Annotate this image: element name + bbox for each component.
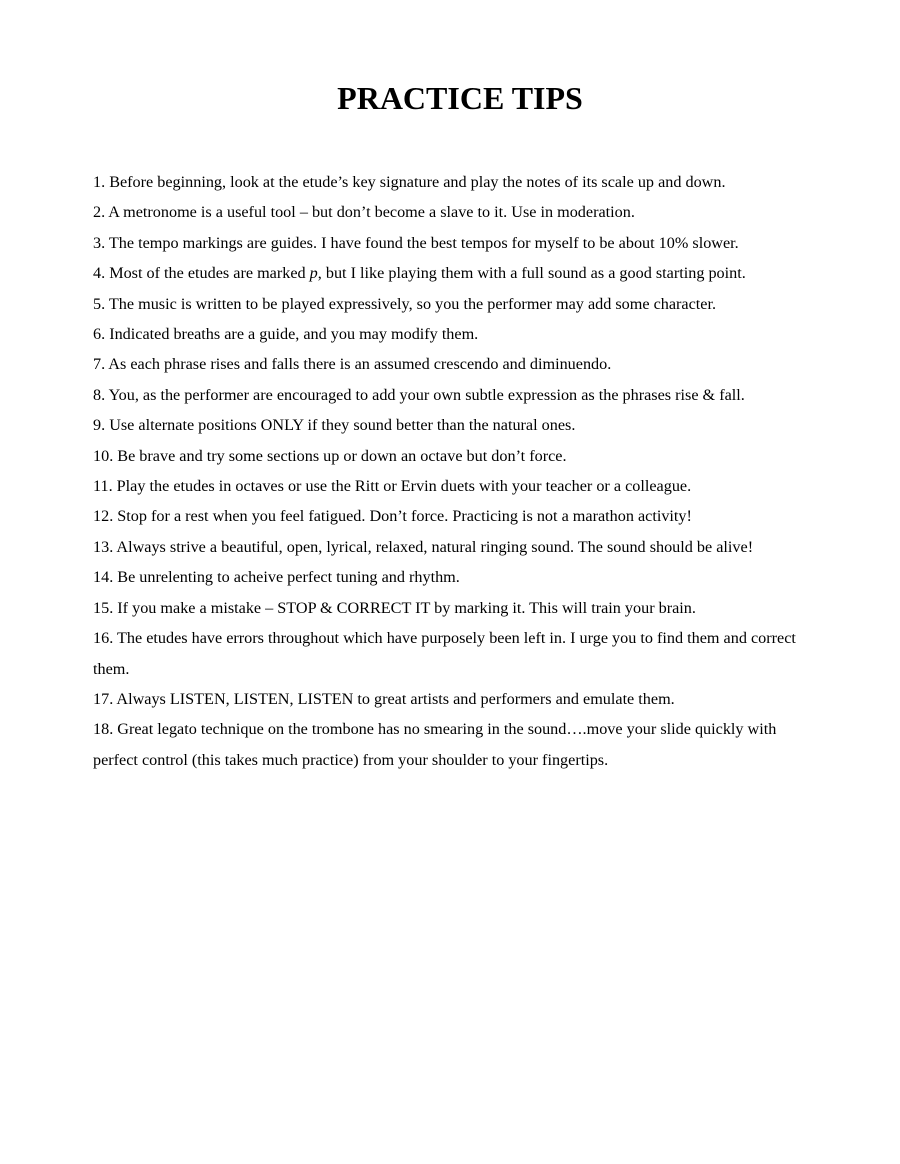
tip-item-4: [93, 258, 823, 288]
tip-item-18: 18. Great legato technique on the trombone has no smearing in the sound….move your slide quickly with perfect control (this takes much practice) from your shoulder to your fingertips.: [93, 720, 777, 769]
tip-item-7: 7. As each phrase rises and falls there is an assumed crescendo and diminuendo.: [93, 355, 612, 374]
tip-item-13: 13. Always strive a beautiful, open, lyrical, relaxed, natural ringing sound. The sound should be alive!: [93, 537, 754, 556]
tip-item-2: 2. A metronome is a useful tool – but don’t become a slave to it. Use in moderation.: [93, 203, 635, 222]
practice-tips-list: [93, 167, 823, 775]
tip-item-4-dynamic-marking: p: [309, 264, 318, 283]
tip-item-3: 3. The tempo markings are guides. I have found the best tempos for myself to be about 10% slower.: [93, 233, 739, 252]
tip-item-1: 1. Before beginning, look at the etude’s key signature and play the notes of its scale up and down.: [93, 173, 726, 191]
tip-item-6: 6. Indicated breaths are a guide, and you may modify them.: [93, 325, 479, 344]
tip-item-16: 16. The etudes have errors throughout which have purposely been left in. I urge you to find them and correct them.: [93, 629, 796, 678]
tip-item-17: 17. Always LISTEN, LISTEN, LISTEN to great artists and performers and emulate them.: [93, 689, 675, 708]
tip-item-4-before: 4. Most of the etudes are marked: [93, 264, 310, 283]
tip-item-8: 8. You, as the performer are encouraged to add your own subtle expression as the phrases rise & fall.: [93, 385, 745, 404]
tip-item-12: 12. Stop for a rest when you feel fatigued. Don’t force. Practicing is not a marathon activity!: [93, 507, 692, 526]
tip-item-10: 10. Be brave and try some sections up or down an octave but don’t force.: [93, 446, 567, 465]
tip-item-11: 11. Play the etudes in octaves or use the Ritt or Ervin duets with your teacher or a colleague.: [93, 477, 692, 496]
tip-item-4-after: , but I like playing them with a full sound as a good starting point.: [317, 264, 746, 283]
tip-item-5: 5. The music is written to be played expressively, so you the performer may add some character.: [93, 294, 717, 313]
page-title: PRACTICE TIPS: [337, 80, 583, 116]
tip-item-9: 9. Use alternate positions ONLY if they sound better than the natural ones.: [93, 416, 576, 435]
tip-item-14: 14. Be unrelenting to acheive perfect tuning and rhythm.: [93, 568, 460, 587]
tip-item-15: 15. If you make a mistake – STOP & CORRECT IT by marking it. This will train your brain.: [93, 598, 696, 617]
